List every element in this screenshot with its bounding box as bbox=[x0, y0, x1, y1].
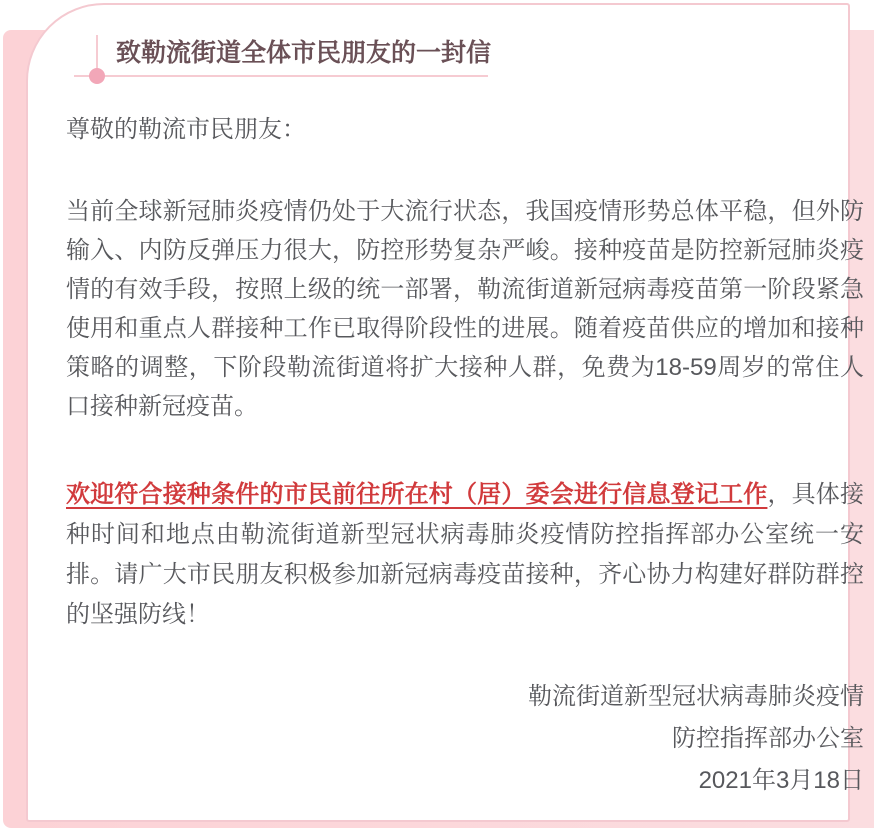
title-underline-rule bbox=[74, 75, 488, 77]
paragraph-callout bbox=[66, 475, 864, 635]
letter-card bbox=[26, 3, 864, 822]
page-title: 致勒流街道全体市民朋友的一封信 bbox=[116, 39, 492, 67]
signature-date: 2021年3月18日 bbox=[698, 767, 864, 794]
title-accent-dot-icon bbox=[89, 68, 105, 84]
callout-continuation-text: ，具体接种时间和地点由勒流街道新型冠状病毒肺炎疫情防控指挥部办公室统一安排。请广大市民朋友积极参加新冠病毒疫苗接种，齐心协力构建好群防群控的坚强防线！ bbox=[66, 481, 864, 628]
paragraph-situation: 当前全球新冠肺炎疫情仍处于大流行状态，我国疫情形势总体平稳，但外防输入、内防反弹压力很大，防控形势复杂严峻。接种疫苗是防控新冠肺炎疫情的有效手段，按照上级的统一部署，勒流街道新冠病毒疫苗第一阶段紧急使用和重点人群接种工作已取得阶段性的进展。随着疫苗供应的增加和接种策略的调整，下阶段勒流街道将扩大接种人群，免费为18-59周岁的常住人口接种新冠疫苗。 bbox=[66, 198, 864, 420]
salutation-line: 尊敬的勒流市民朋友： bbox=[66, 116, 306, 143]
signature-org-line-2: 防控指挥部办公室 bbox=[672, 725, 864, 752]
signature-org-line-1: 勒流街道新型冠状病毒肺炎疫情 bbox=[528, 683, 864, 710]
signature-block bbox=[66, 676, 864, 802]
highlight-registration-notice: 欢迎符合接种条件的市民前往所在村（居）委会进行信息登记工作 bbox=[66, 481, 768, 508]
